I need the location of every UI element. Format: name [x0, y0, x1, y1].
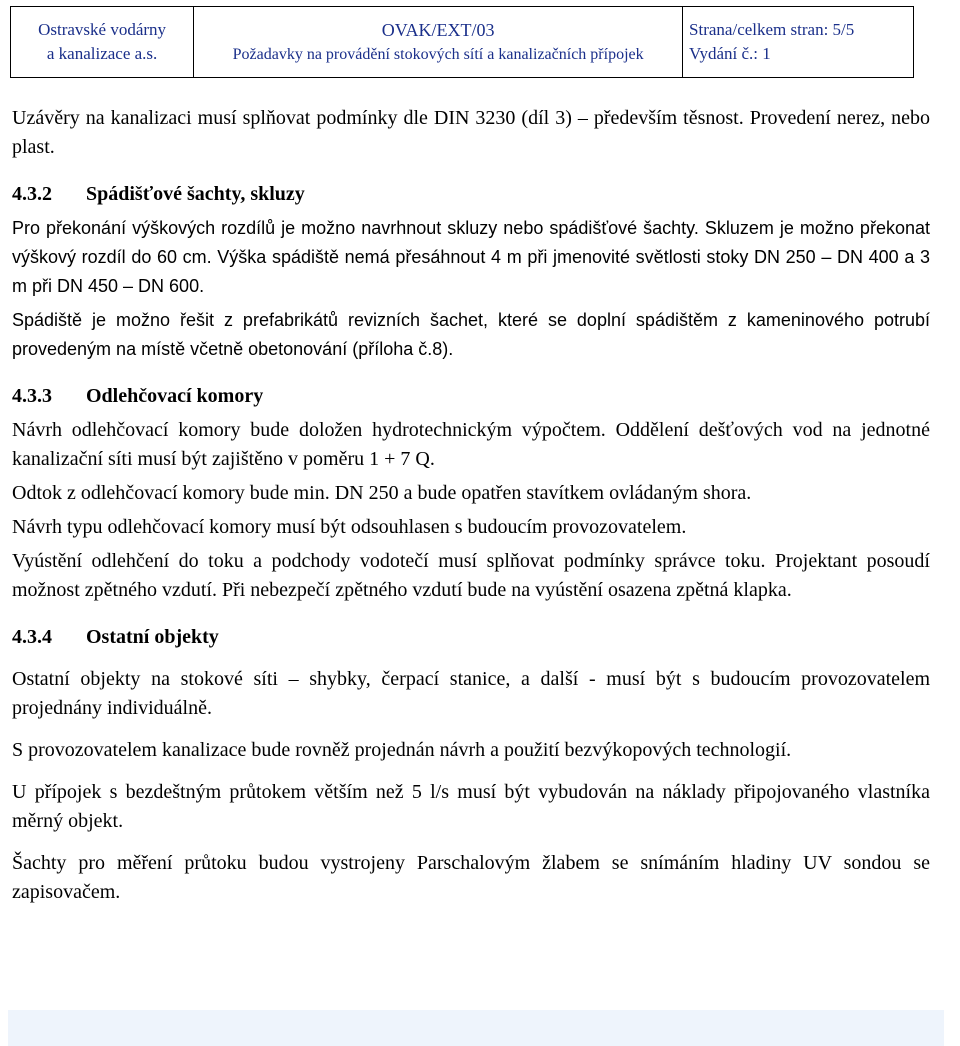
document-title: Požadavky na provádění stokových sítí a kanalizačních přípojek	[232, 46, 644, 63]
paragraph: Ostatní objekty na stokové síti – shybky, čerpací stanice, a další - musí být s budoucím provozovatelem projednány individuálně.	[12, 668, 930, 719]
section-title: Ostatní objekty	[86, 626, 219, 648]
organization-cell	[11, 7, 194, 78]
section-heading-4-3-3	[12, 382, 930, 411]
section-title: Odlehčovací komory	[86, 385, 264, 407]
organization-name-line2: a kanalizace a.s.	[46, 44, 158, 63]
document-title-cell	[194, 7, 683, 78]
organization-name-line1: Ostravské vodárny	[38, 20, 167, 39]
paragraph: Návrh typu odlehčovací komory musí být odsouhlasen s budoucím provozovatelem.	[12, 516, 687, 538]
page-counter: Strana/celkem stran: 5/5	[689, 20, 855, 39]
section-title: Spádišťové šachty, skluzy	[86, 183, 305, 205]
section-number: 4.3.4	[12, 626, 52, 648]
paragraph: U přípojek s bezdeštným průtokem větším než 5 l/s musí být vybudován na náklady připojovaného vlastníka měrný objekt.	[12, 781, 930, 832]
section-number: 4.3.3	[12, 385, 52, 407]
footer-area	[8, 1010, 944, 1046]
paragraph: Šachty pro měření průtoku budou vystrojeny Parschalovým žlabem se snímáním hladiny UV sondou se zapisovačem.	[12, 852, 930, 903]
paragraph: Odtok z odlehčovací komory bude min. DN 250 a bude opatřen stavítkem ovládaným shora.	[12, 482, 752, 504]
paragraph: S provozovatelem kanalizace bude rovněž projednán návrh a použití bezvýkopových technologií.	[12, 739, 792, 761]
page-info-cell	[683, 7, 914, 78]
paragraph: Vyústění odlehčení do toku a podchody vodotečí musí splňovat podmínky správce toku. Projektant posoudí možnost zpětného vzdutí. Při nebezpečí zpětného vzdutí bude na vyústění osazena zpětná klapka.	[12, 550, 930, 601]
section-heading-4-3-2	[12, 180, 930, 209]
section-heading-4-3-4	[12, 623, 930, 652]
paragraph: Návrh odlehčovací komory bude doložen hydrotechnickým výpočtem. Oddělení dešťových vod na jednotné kanalizační síti musí být zajištěno v poměru 1 + 7 Q.	[12, 419, 930, 470]
paragraph: Spádiště je možno řešit z prefabrikátů revizních šachet, které se doplní spádištěm z kameninového potrubí provedeným na místě včetně obetonování (příloha č.8).	[12, 310, 930, 359]
document-body	[12, 104, 930, 907]
document-code: OVAK/EXT/03	[381, 20, 495, 40]
edition-number: Vydání č.: 1	[689, 44, 771, 63]
section-number: 4.3.2	[12, 183, 52, 205]
document-header	[10, 6, 914, 78]
intro-paragraph: Uzávěry na kanalizaci musí splňovat podmínky dle DIN 3230 (díl 3) – především těsnost. Provedení nerez, nebo plast.	[12, 107, 930, 158]
paragraph: Pro překonání výškových rozdílů je možno navrhnout skluzy nebo spádišťové šachty. Skluzem je možno překonat výškový rozdíl do 60 cm. Výška spádiště nemá přesáhnout 4 m při jmenovité světlosti stoky DN 250 – DN 400 a 3 m při DN 450 – DN 600.	[12, 218, 930, 296]
